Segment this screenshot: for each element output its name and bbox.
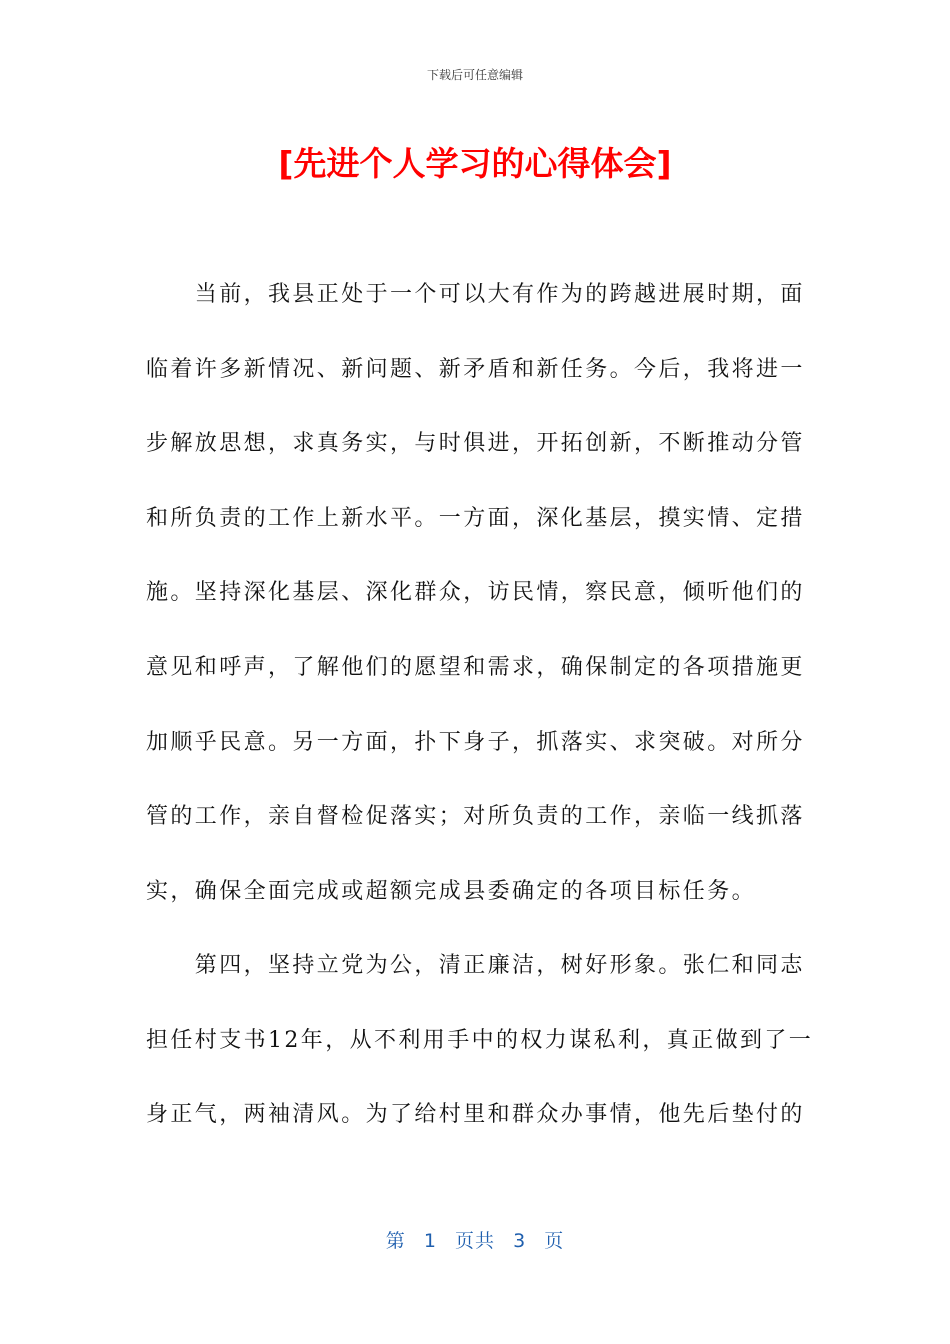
text-line: 和所负责的工作上新水平。一方面，深化基层，摸实情、定措 bbox=[146, 506, 805, 531]
text-line: 实，确保全面完成或超额完成县委确定的各项目标任务。 bbox=[146, 879, 757, 904]
text-line: 步解放思想，求真务实，与时俱进，开拓创新，不断推动分管 bbox=[146, 431, 805, 456]
text-line: 第四，坚持立党为公，清正廉洁，树好形象。张仁和同志 bbox=[146, 953, 805, 978]
text-line: 意见和呼声，了解他们的愿望和需求，确保制定的各项措施更 bbox=[146, 655, 805, 680]
text-line: 施。坚持深化基层、深化群众，访民情，察民意，倾听他们的 bbox=[146, 580, 805, 605]
text-line: 管的工作，亲自督检促落实；对所负责的工作，亲临一线抓落 bbox=[146, 804, 805, 829]
text-line: 加顺乎民意。另一方面，扑下身子，抓落实、求突破。对所分 bbox=[146, 730, 805, 755]
text-line: 临着许多新情况、新问题、新矛盾和新任务。今后，我将进一 bbox=[146, 357, 805, 382]
header-note: 下载后可任意编辑 bbox=[426, 68, 523, 82]
text-line: 当前，我县正处于一个可以大有作为的跨越进展时期，面 bbox=[146, 282, 805, 307]
document-title: [先进个人学习的心得体会] bbox=[278, 144, 672, 183]
text-line: 身正气，两袖清风。为了给村里和群众办事情，他先后垫付的 bbox=[146, 1102, 805, 1127]
page-footer bbox=[0, 1226, 950, 1253]
page-number-label: 第 1 页共 3 页 bbox=[385, 1230, 565, 1252]
text-line: 担任村支书12年，从不利用手中的权力谋私利，真正做到了一 bbox=[146, 1028, 814, 1053]
